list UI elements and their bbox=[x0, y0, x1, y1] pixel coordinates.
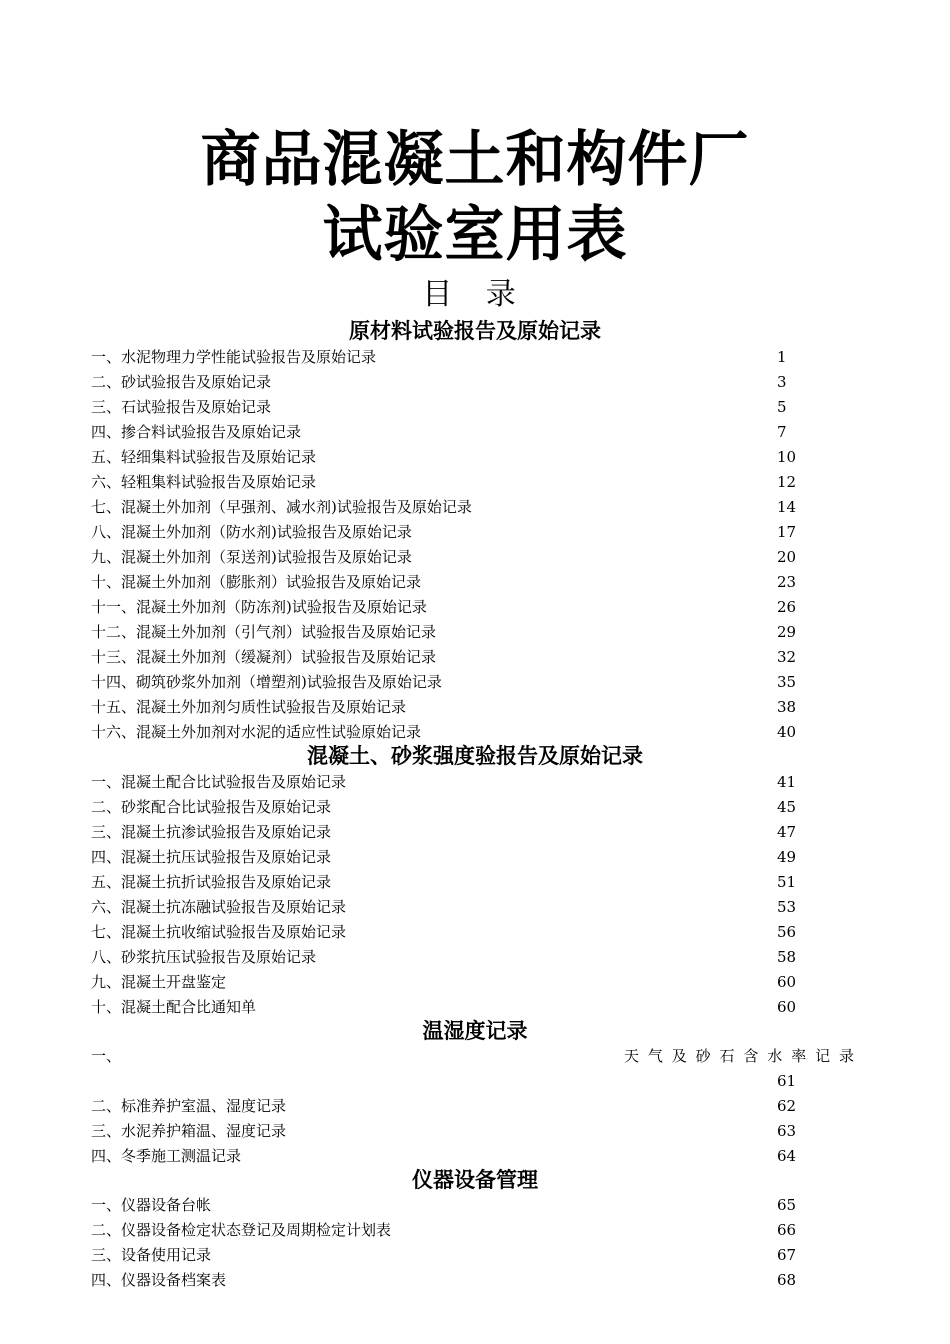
toc-row[interactable] bbox=[91, 520, 851, 544]
toc-page-number: 66 bbox=[777, 1221, 797, 1239]
toc-entry-label: 一、水泥物理力学性能试验报告及原始记录 bbox=[91, 348, 377, 366]
toc-entry-label: 十、混凝土配合比通知单 bbox=[91, 998, 257, 1016]
toc-row[interactable] bbox=[91, 345, 851, 369]
toc-row[interactable] bbox=[91, 670, 851, 694]
toc-row[interactable] bbox=[91, 570, 851, 594]
toc-row[interactable] bbox=[91, 445, 851, 469]
toc-row[interactable] bbox=[91, 970, 851, 994]
toc-entry-label: 六、混凝土抗冻融试验报告及原始记录 bbox=[91, 898, 347, 916]
toc-page-number: 49 bbox=[777, 848, 797, 866]
toc-entry-label: 一、仪器设备台帐 bbox=[91, 1196, 212, 1214]
toc-page-number: 14 bbox=[777, 498, 797, 516]
toc-page-number: 60 bbox=[777, 998, 797, 1016]
toc-row[interactable] bbox=[91, 945, 851, 969]
toc-entry-label: 十三、混凝土外加剂（缓凝剂）试验报告及原始记录 bbox=[91, 648, 437, 666]
toc-entry-label: 三、设备使用记录 bbox=[91, 1246, 212, 1264]
toc-entry-label: 一、 bbox=[91, 1047, 122, 1065]
toc-page-number: 62 bbox=[777, 1097, 797, 1115]
section-heading-equipment: 仪器设备管理 bbox=[412, 1167, 538, 1192]
toc-page-number: 35 bbox=[777, 673, 797, 691]
toc-entry-label: 十四、砌筑砂浆外加剂（增塑剂)试验报告及原始记录 bbox=[91, 673, 442, 691]
toc-page-number: 29 bbox=[777, 623, 797, 641]
toc-row[interactable] bbox=[91, 1069, 851, 1093]
toc-row[interactable] bbox=[91, 695, 851, 719]
toc-row[interactable] bbox=[91, 595, 851, 619]
toc-entry-label: 四、冬季施工测温记录 bbox=[91, 1147, 242, 1165]
toc-entry-label: 七、混凝土抗收缩试验报告及原始记录 bbox=[91, 923, 347, 941]
toc-row[interactable] bbox=[91, 1218, 851, 1242]
toc-row[interactable] bbox=[91, 1144, 851, 1168]
toc-row[interactable] bbox=[91, 995, 851, 1019]
toc-row[interactable] bbox=[91, 545, 851, 569]
toc-entry-label: 九、混凝土外加剂（泵送剂)试验报告及原始记录 bbox=[91, 548, 412, 566]
toc-page-number: 5 bbox=[777, 398, 787, 416]
toc-page-number: 41 bbox=[777, 773, 797, 791]
section-heading-concrete-mortar: 混凝土、砂浆强度验报告及原始记录 bbox=[307, 743, 643, 768]
toc-row[interactable] bbox=[91, 395, 851, 419]
toc-page-number: 3 bbox=[777, 373, 787, 391]
toc-page-number: 61 bbox=[777, 1072, 797, 1090]
toc-entry-label: 四、掺合料试验报告及原始记录 bbox=[91, 423, 302, 441]
toc-entry-label: 三、混凝土抗渗试验报告及原始记录 bbox=[91, 823, 332, 841]
toc-entry-label: 四、混凝土抗压试验报告及原始记录 bbox=[91, 848, 332, 866]
toc-entry-label: 三、石试验报告及原始记录 bbox=[91, 398, 272, 416]
toc-entry-label: 一、混凝土配合比试验报告及原始记录 bbox=[91, 773, 347, 791]
toc-page-number: 38 bbox=[777, 698, 797, 716]
toc-entry-label: 八、混凝土外加剂（防水剂)试验报告及原始记录 bbox=[91, 523, 412, 541]
toc-entry-spread-text: 天气及砂石含水率记录 bbox=[624, 1047, 854, 1065]
toc-entry-label: 六、轻粗集料试验报告及原始记录 bbox=[91, 473, 317, 491]
toc-entry-label: 二、砂试验报告及原始记录 bbox=[91, 373, 272, 391]
toc-entry-label: 五、轻细集料试验报告及原始记录 bbox=[91, 448, 317, 466]
toc-page-number: 65 bbox=[777, 1196, 797, 1214]
toc-heading: 目 录 bbox=[422, 277, 528, 312]
toc-page-number: 32 bbox=[777, 648, 797, 666]
toc-page-number: 45 bbox=[777, 798, 797, 816]
toc-row[interactable] bbox=[91, 645, 851, 669]
toc-row[interactable] bbox=[91, 770, 851, 794]
toc-entry-label: 四、仪器设备档案表 bbox=[91, 1271, 227, 1289]
toc-page-number: 60 bbox=[777, 973, 797, 991]
toc-page-number: 40 bbox=[777, 723, 797, 741]
section-heading-raw-materials: 原材料试验报告及原始记录 bbox=[349, 318, 601, 343]
document-title-line1: 商品混凝土和构件厂 bbox=[200, 125, 750, 195]
toc-page-number: 64 bbox=[777, 1147, 797, 1165]
toc-row[interactable] bbox=[91, 370, 851, 394]
toc-page-number: 56 bbox=[777, 923, 797, 941]
toc-row[interactable] bbox=[91, 1119, 851, 1143]
toc-page-number: 23 bbox=[777, 573, 797, 591]
toc-page-number: 10 bbox=[777, 448, 797, 466]
toc-page-number: 63 bbox=[777, 1122, 797, 1140]
toc-entry-label: 三、水泥养护箱温、湿度记录 bbox=[91, 1122, 287, 1140]
toc-page-number: 12 bbox=[777, 473, 797, 491]
toc-page-number: 51 bbox=[777, 873, 797, 891]
toc-row[interactable] bbox=[91, 470, 851, 494]
toc-row[interactable] bbox=[91, 795, 851, 819]
toc-entry-label: 十一、混凝土外加剂（防冻剂)试验报告及原始记录 bbox=[91, 598, 427, 616]
toc-row[interactable] bbox=[91, 870, 851, 894]
toc-entry-label: 五、混凝土抗折试验报告及原始记录 bbox=[91, 873, 332, 891]
toc-entry-label: 七、混凝土外加剂（早强剂、减水剂)试验报告及原始记录 bbox=[91, 498, 472, 516]
section-heading-temperature-humidity: 温湿度记录 bbox=[422, 1018, 528, 1043]
toc-page-number: 20 bbox=[777, 548, 797, 566]
toc-page-number: 68 bbox=[777, 1271, 797, 1289]
toc-row[interactable] bbox=[91, 495, 851, 519]
toc-page-number: 67 bbox=[777, 1246, 797, 1264]
toc-page-number: 26 bbox=[777, 598, 797, 616]
toc-page-number: 58 bbox=[777, 948, 797, 966]
toc-entry-label: 八、砂浆抗压试验报告及原始记录 bbox=[91, 948, 317, 966]
toc-row[interactable] bbox=[91, 420, 851, 444]
toc-page-number: 7 bbox=[777, 423, 787, 441]
toc-row[interactable] bbox=[91, 920, 851, 944]
toc-entry-label: 十、混凝土外加剂（膨胀剂）试验报告及原始记录 bbox=[91, 573, 422, 591]
document-title-line2: 试验室用表 bbox=[322, 200, 628, 270]
toc-page-number: 17 bbox=[777, 523, 797, 541]
toc-entry-label: 九、混凝土开盘鉴定 bbox=[91, 973, 227, 991]
toc-page-number: 47 bbox=[777, 823, 797, 841]
toc-entry-label: 十五、混凝土外加剂匀质性试验报告及原始记录 bbox=[91, 698, 407, 716]
toc-row[interactable] bbox=[91, 620, 851, 644]
toc-page-number: 53 bbox=[777, 898, 797, 916]
toc-row[interactable] bbox=[91, 820, 851, 844]
toc-row[interactable] bbox=[91, 1193, 851, 1217]
toc-row[interactable] bbox=[91, 1243, 851, 1267]
toc-entry-label: 二、标准养护室温、湿度记录 bbox=[91, 1097, 287, 1115]
toc-entry-label: 二、仪器设备检定状态登记及周期检定计划表 bbox=[91, 1221, 392, 1239]
toc-row[interactable] bbox=[91, 845, 851, 869]
toc-row[interactable] bbox=[91, 720, 851, 744]
toc-entry-label: 二、砂浆配合比试验报告及原始记录 bbox=[91, 798, 332, 816]
toc-page-number: 1 bbox=[777, 348, 787, 366]
toc-entry-label: 十六、混凝土外加剂对水泥的适应性试验原始记录 bbox=[91, 723, 422, 741]
toc-row[interactable] bbox=[91, 895, 851, 919]
toc-entry-label: 十二、混凝土外加剂（引气剂）试验报告及原始记录 bbox=[91, 623, 437, 641]
toc-row[interactable] bbox=[91, 1094, 851, 1118]
toc-row[interactable] bbox=[91, 1268, 851, 1292]
